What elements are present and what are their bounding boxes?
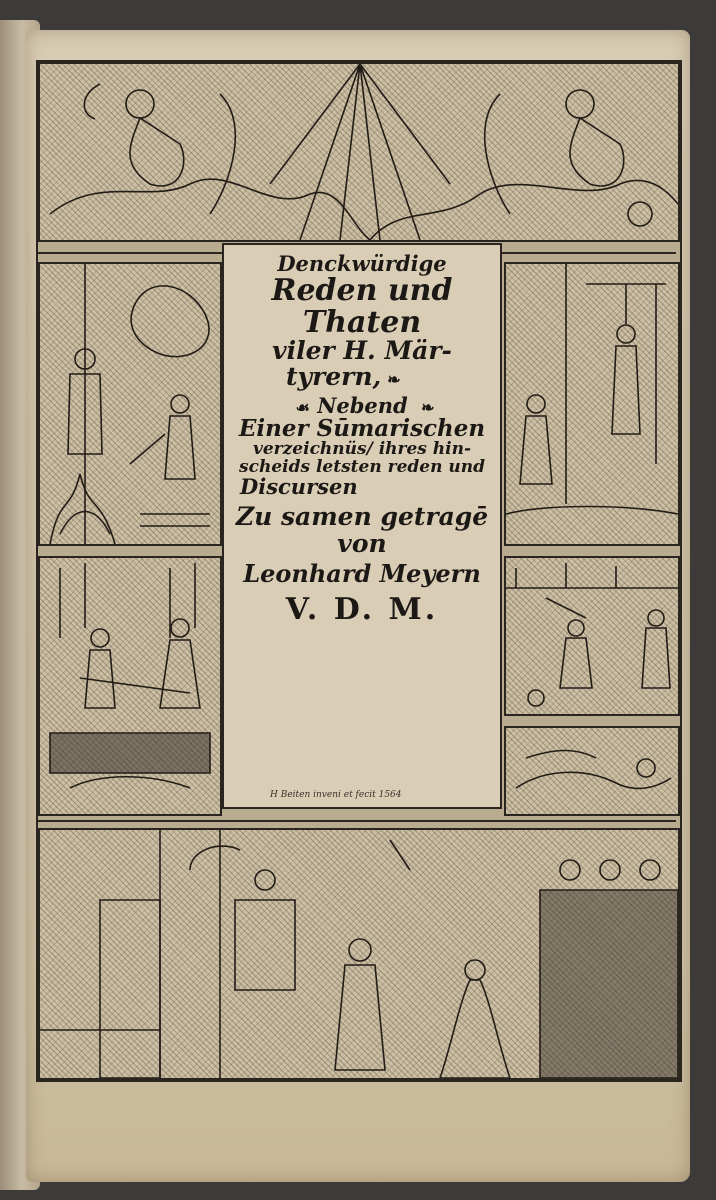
title-line-8: scheids letsten reden und [239, 456, 485, 477]
burning-martyr-engraving [40, 264, 220, 544]
title-line-12: Leonhard Meyern [243, 558, 481, 588]
sermon-engraving [40, 830, 678, 1078]
panel-sermon [38, 828, 680, 1080]
fallen-bodies-engraving [506, 728, 678, 814]
title-line-13: V. D. M. [285, 592, 439, 628]
panel-fallen-bodies [504, 726, 680, 816]
panel-beheading [504, 556, 680, 716]
panel-burial [38, 556, 222, 816]
engraver-imprint: H Beiten inveni et fecit 1564 [270, 790, 402, 800]
flourish-ornament: ❧ [421, 397, 435, 417]
title-line-1: Denckwürdige [277, 251, 447, 276]
title-line-5: ☙ Nebend ❧ [295, 392, 435, 418]
panel-hanging [504, 262, 680, 546]
title-line-6: Einer Sūmarischen [238, 414, 486, 442]
title-line-3: viler H. Mär- [272, 336, 452, 366]
title-line-10: Zu samen getragē [235, 502, 489, 532]
flourish-ornament: ❧ [387, 370, 401, 390]
panel-burning-martyr [38, 262, 222, 546]
burial-engraving [40, 558, 220, 814]
angels-engraving [40, 64, 678, 240]
beheading-engraving [506, 558, 678, 714]
title-line-11: von [337, 528, 387, 558]
title-line-4: tyrern, ❧ [286, 362, 401, 392]
panel-angels [38, 62, 680, 242]
title-line-9: Discursen [240, 474, 358, 500]
title-line-7: verzeichnüs/ ihres hin- [252, 438, 472, 459]
flourish-ornament: ☙ [295, 397, 310, 417]
title-line-2: Reden und Thaten [271, 273, 453, 340]
hanging-engraving [506, 264, 678, 544]
title-cartouche [222, 243, 502, 809]
divider-rule [38, 820, 676, 822]
